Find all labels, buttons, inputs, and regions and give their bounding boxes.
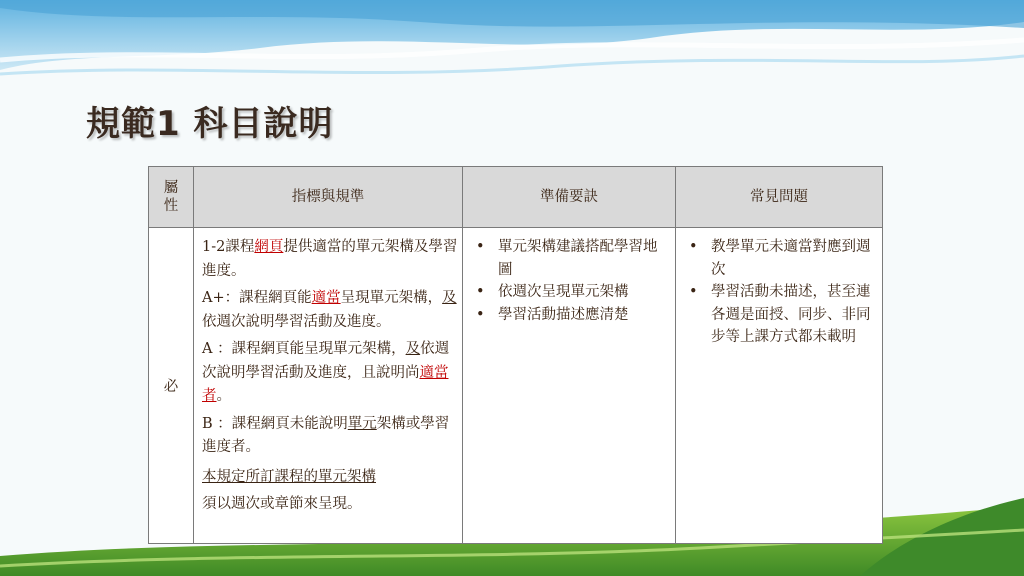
indicator-text: 依週次說明學習活動及進度，且說明尚 [202, 341, 450, 381]
problems-list [677, 229, 881, 349]
indicator-text: 。 [216, 388, 231, 404]
indicator-underlined: 及 [442, 290, 457, 306]
indicator-text: 須以週次或章節來呈現。 [202, 495, 362, 512]
list-item: • 學習活動描述應清楚 [472, 304, 668, 327]
header-preparation: 準備要訣 [463, 167, 676, 228]
header-indicator: 指標與規準 [194, 167, 463, 228]
indicator-paragraph [202, 464, 458, 518]
indicator-paragraph [202, 236, 458, 283]
criteria-table [148, 166, 883, 544]
indicator-underlined: 單元 [347, 415, 377, 432]
indicator-text: 提供適當的單元架構及學習進度。 [202, 239, 458, 279]
attribute-cell: 必 [149, 228, 194, 544]
header-problems: 常見問題 [676, 167, 883, 228]
slide-title: 規範1 科目說明 [86, 104, 334, 144]
indicator-text: 1-2課程 [202, 239, 255, 255]
indicator-paragraph [202, 413, 458, 460]
header-attribute: 屬性 [149, 167, 194, 228]
table-row [149, 228, 883, 544]
indicator-cell [194, 228, 463, 544]
indicator-text: A ：課程網頁能呈現單元架構， [202, 341, 406, 357]
indicator-text: 架構或學習進度者。 [202, 415, 450, 455]
preparation-cell [463, 228, 676, 544]
indicator-underlined: 本規定所訂課程的單元架構 [202, 468, 376, 485]
preparation-list [464, 229, 674, 326]
indicator-highlight: 網頁 [254, 239, 284, 255]
table-header-row [149, 167, 883, 228]
indicator-highlight: 適當者 [202, 364, 449, 404]
indicator-highlight: 適當 [311, 290, 341, 306]
list-item: • 單元架構建議搭配學習地圖 [472, 236, 668, 281]
indicator-text: 呈現單元架構， [340, 290, 443, 306]
indicator-underlined: 及 [405, 341, 421, 357]
list-item: • 教學單元未適當對應到週次 [685, 236, 875, 281]
indicator-text: A+：課程網頁能 [202, 290, 312, 306]
indicator-paragraph [202, 287, 458, 334]
problems-cell [676, 228, 883, 544]
list-item: • 學習活動未描述，甚至連各週是面授、同步、非同步等上課方式都未載明 [685, 281, 875, 349]
indicator-text: B ：課程網頁未能說明 [202, 415, 348, 432]
indicator-text: 依週次說明學習活動及進度。 [202, 313, 391, 330]
indicator-paragraph [202, 338, 458, 409]
list-item: • 依週次呈現單元架構 [472, 281, 668, 304]
